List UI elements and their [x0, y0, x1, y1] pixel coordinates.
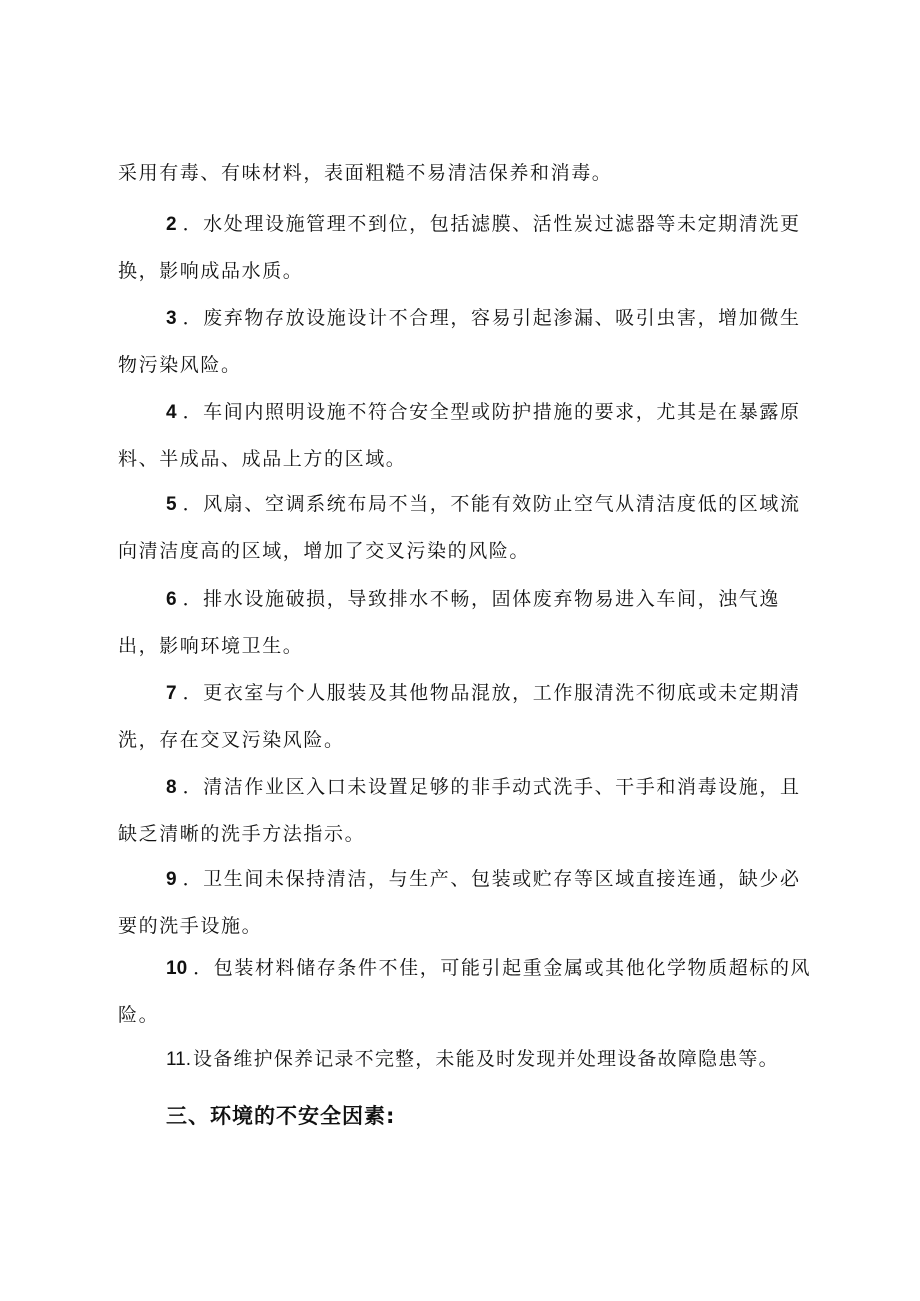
list-item-6 — [118, 576, 818, 669]
item-number: 10 — [166, 958, 188, 979]
lead-line-text: 采用有毒、有味材料，表面粗糙不易清洁保养和消毒。 — [118, 162, 613, 184]
item-text: ．风扇、空调系统布局不当，不能有效防止空气从清洁度低的区域流向清洁度高的区域，增加了交叉污染的风险。 — [118, 493, 801, 562]
item-number: 4 — [166, 402, 177, 423]
list-item-8 — [118, 764, 818, 857]
list-item-5 — [118, 481, 818, 574]
item-number: 5 — [166, 494, 177, 515]
item-number: 6 — [166, 589, 177, 610]
item-number: 8 — [166, 777, 177, 798]
item-number: 9 — [166, 869, 177, 890]
list-item-11 — [118, 1036, 838, 1083]
item-text: ．排水设施破损，导致排水不畅，固体废弃物易进入车间，浊气逸出，影响环境卫生。 — [118, 588, 780, 657]
item-number: 3 — [166, 308, 177, 329]
list-item-10 — [118, 945, 818, 1038]
list-item-2 — [118, 201, 818, 294]
item-text: ．更衣室与个人服装及其他物品混放，工作服清洗不彻底或未定期清洗，存在交叉污染风险。 — [118, 682, 801, 751]
item-text: ．水处理设施管理不到位，包括滤膜、活性炭过滤器等未定期清洗更换，影响成品水质。 — [118, 213, 801, 282]
item-text: ．废弃物存放设施设计不合理，容易引起渗漏、吸引虫害，增加微生物污染风险。 — [118, 307, 801, 376]
item-text: ．卫生间未保持清洁，与生产、包装或贮存等区域直接连通，缺少必要的洗手设施。 — [118, 868, 801, 937]
item-text: ．车间内照明设施不符合安全型或防护措施的要求，尤其是在暴露原料、半成品、成品上方的区域。 — [118, 401, 801, 470]
item-text: 设备维护保养记录不完整，未能及时发现并处理设备故障隐患等。 — [193, 1048, 779, 1070]
item-number: 2 — [166, 214, 177, 235]
list-item-7 — [118, 670, 818, 763]
item-text: ．包装材料储存条件不佳，可能引起重金属或其他化学物质超标的风险。 — [118, 957, 812, 1026]
list-item-4 — [118, 389, 818, 482]
item-number: 7 — [166, 683, 177, 704]
list-item-9 — [118, 856, 818, 949]
item-text: ．清洁作业区入口未设置足够的非手动式洗手、干手和消毒设施，且缺乏清晰的洗手方法指示。 — [118, 776, 801, 845]
item-number: 11. — [166, 1049, 192, 1070]
list-item-3 — [118, 295, 818, 388]
section-heading: 三、环境的不安全因素: — [166, 1104, 396, 1128]
lead-paragraph — [118, 150, 818, 196]
